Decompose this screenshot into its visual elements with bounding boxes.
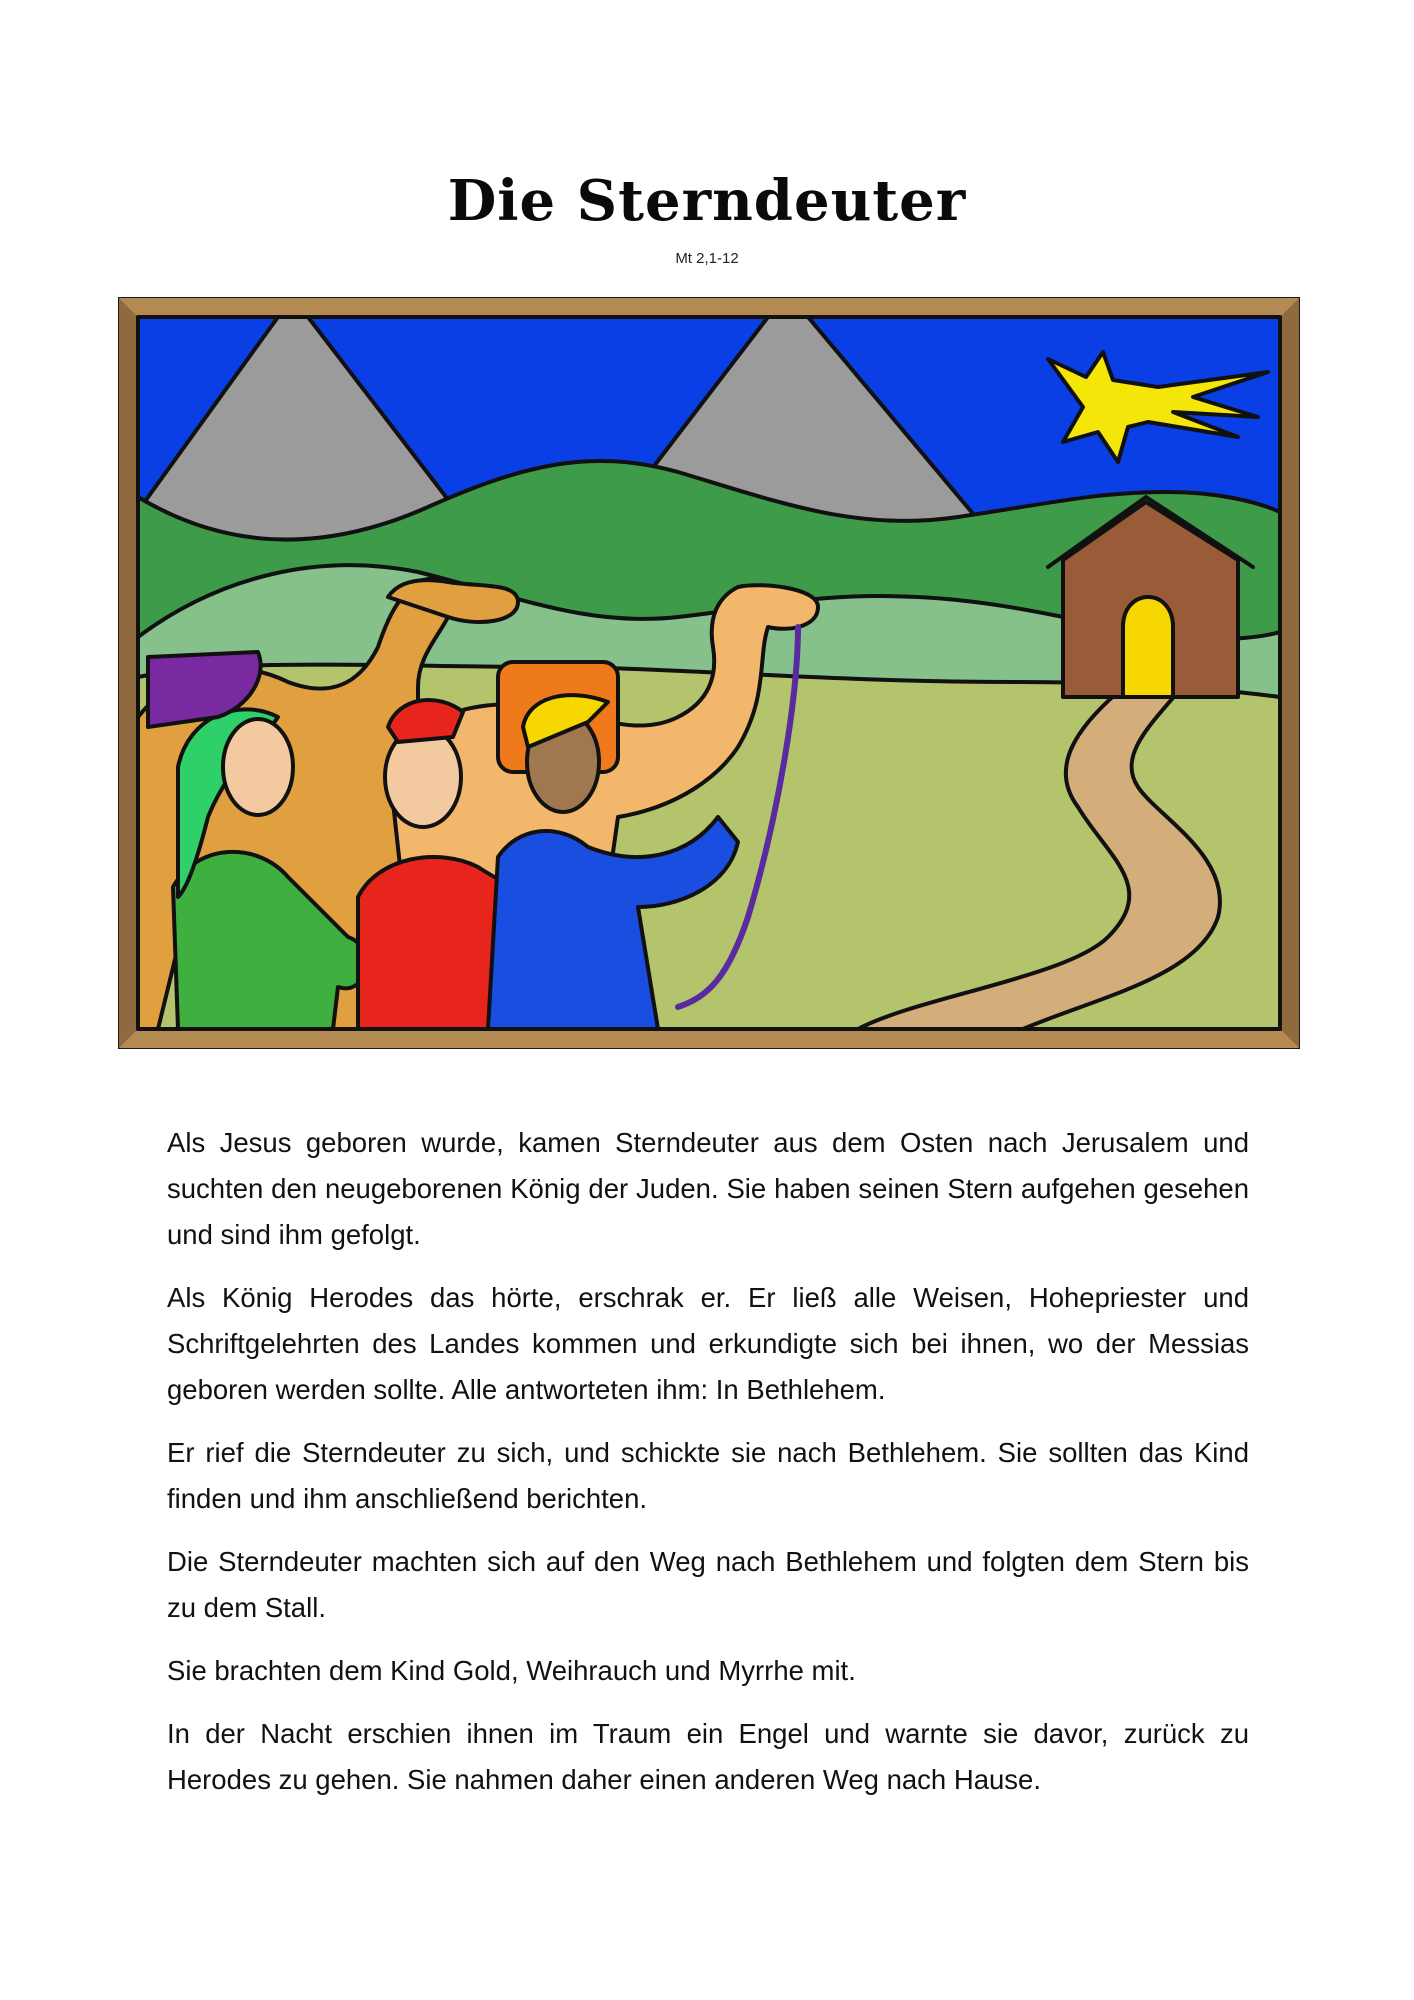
paragraph: Die Sterndeuter machten sich auf den Weg nach Bethlehem und folgten dem Stern bis zu dem Stall. bbox=[167, 1546, 1249, 1623]
frame-shade-bottom bbox=[119, 1029, 1299, 1048]
paragraph: Er rief die Sterndeuter zu sich, und schickte sie nach Bethlehem. Sie sollten das Kind finden und ihm anschließend berichten. bbox=[167, 1437, 1249, 1514]
frame-shade-top bbox=[119, 298, 1299, 317]
story-text bbox=[167, 1120, 1249, 1820]
paragraph: Als Jesus geboren wurde, kamen Sterndeuter aus dem Osten nach Jerusalem und suchten den neugeborenen König der Juden. Sie haben seinen Stern aufgehen gesehen und sind ihm gefolgt. bbox=[167, 1127, 1249, 1250]
page-title: Die Sterndeuter bbox=[447, 168, 967, 234]
paragraph: Als König Herodes das hörte, erschrak er. Er ließ alle Weisen, Hohepriester und Schriftgelehrten des Landes kommen und erkundigte sich bei ihnen, wo der Messias geboren werden sollte. Alle antworteten ihm: In Bethlehem. bbox=[167, 1282, 1249, 1405]
bible-reference: Mt 2,1-12 bbox=[675, 250, 739, 267]
frame-shade-left bbox=[119, 298, 138, 1048]
paragraph: Sie brachten dem Kind Gold, Weihrauch und Myrrhe mit. bbox=[167, 1655, 856, 1686]
paragraph: In der Nacht erschien ihnen im Traum ein Engel und warnte sie davor, zurück zu Herodes zu gehen. Sie nahmen daher einen anderen Weg nach Hause. bbox=[167, 1718, 1249, 1795]
frame-shade-right bbox=[1280, 298, 1299, 1048]
stable-door bbox=[1123, 597, 1173, 697]
wise-men-illustration bbox=[118, 297, 1300, 1049]
wise-man-green-face bbox=[223, 719, 293, 815]
